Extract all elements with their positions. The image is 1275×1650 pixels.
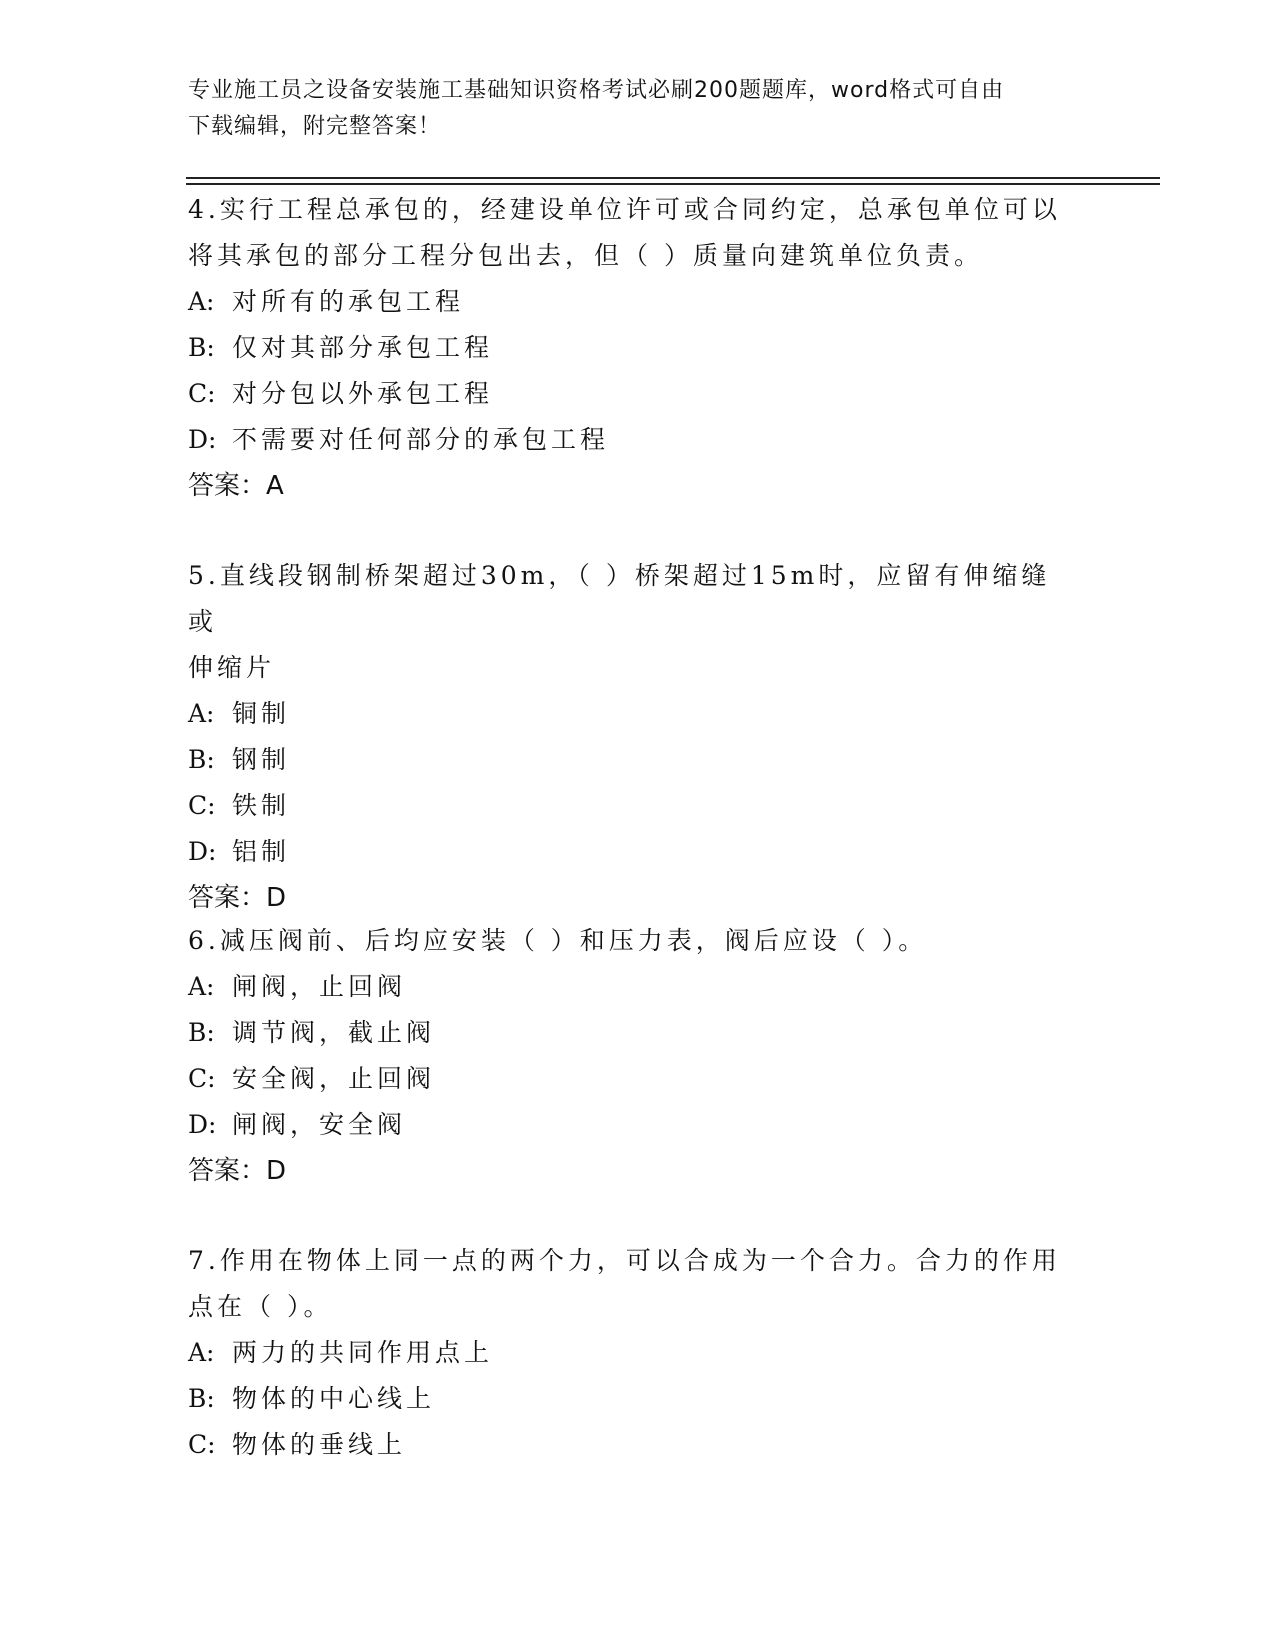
option-letter: D: (188, 425, 217, 454)
option-letter: D: (188, 1110, 217, 1139)
option-c (188, 1056, 1068, 1102)
answer-text: 答案：D (188, 1156, 287, 1186)
option-b (188, 737, 1068, 783)
question-7 (188, 1238, 1068, 1468)
option-c (188, 371, 1068, 417)
header-divider-top (186, 177, 1160, 179)
option-d (188, 829, 1068, 875)
option-a (188, 964, 1068, 1010)
option-letter: B: (188, 333, 215, 362)
option-text: 闸阀，安全阀 (232, 1110, 407, 1139)
question-5 (188, 553, 1068, 921)
option-letter: C: (188, 379, 216, 408)
option-b (188, 325, 1068, 371)
option-text: 铁制 (232, 791, 291, 820)
option-text: 物体的垂线上 (232, 1430, 407, 1459)
option-letter: C: (188, 1430, 216, 1459)
option-letter: C: (188, 1064, 216, 1093)
option-a (188, 1330, 1068, 1376)
question-stem-line: 4.实行工程总承包的，经建设单位许可或合同约定，总承包单位可以 (188, 195, 1061, 224)
option-b (188, 1376, 1068, 1422)
question-stem-line: 6.减压阀前、后均应安装（ ）和压力表，阀后应设（ ）。 (188, 926, 928, 955)
option-a (188, 279, 1068, 325)
question-6 (188, 918, 1068, 1194)
option-text: 两力的共同作用点上 (232, 1338, 494, 1367)
header-line-2: 下载编辑，附完整答案！ (188, 114, 442, 139)
option-text: 铜制 (232, 699, 291, 728)
document-header (188, 73, 1068, 145)
option-c (188, 1422, 1068, 1468)
option-text: 对分包以外承包工程 (232, 379, 494, 408)
answer-text: 答案：D (188, 883, 287, 913)
option-a (188, 691, 1068, 737)
option-text: 铝制 (232, 837, 291, 866)
option-text: 仅对其部分承包工程 (232, 333, 494, 362)
option-text: 物体的中心线上 (232, 1384, 436, 1413)
option-letter: A: (188, 287, 215, 316)
question-stem-line: 5.直线段钢制桥架超过30m，（ ）桥架超过15m时，应留有伸缩缝或 (188, 561, 1051, 636)
option-text: 安全阀，止回阀 (232, 1064, 436, 1093)
option-letter: B: (188, 745, 215, 774)
question-stem-line: 伸缩片 (188, 653, 276, 682)
header-line-1: 专业施工员之设备安装施工基础知识资格考试必刷200题题库，word格式可自由 (188, 78, 1005, 103)
answer-text: 答案：A (188, 471, 284, 501)
option-text: 闸阀，止回阀 (232, 972, 407, 1001)
option-letter: A: (188, 972, 215, 1001)
option-b (188, 1010, 1068, 1056)
option-letter: B: (188, 1018, 215, 1047)
option-text: 调节阀，截止阀 (232, 1018, 436, 1047)
option-letter: C: (188, 791, 216, 820)
option-d (188, 417, 1068, 463)
option-letter: B: (188, 1384, 215, 1413)
option-text: 钢制 (232, 745, 291, 774)
question-stem-line: 7.作用在物体上同一点的两个力，可以合成为一个合力。合力的作用 (188, 1246, 1061, 1275)
option-letter: A: (188, 699, 215, 728)
option-d (188, 1102, 1068, 1148)
question-stem-line: 将其承包的部分工程分包出去，但（ ）质量向建筑单位负责。 (188, 241, 983, 270)
option-c (188, 783, 1068, 829)
header-divider-bottom (186, 183, 1160, 185)
option-text: 对所有的承包工程 (232, 287, 465, 316)
option-letter: D: (188, 837, 217, 866)
question-stem-line: 点在（ ）。 (188, 1292, 333, 1321)
question-4 (188, 187, 1068, 509)
option-text: 不需要对任何部分的承包工程 (232, 425, 610, 454)
option-letter: A: (188, 1338, 215, 1367)
